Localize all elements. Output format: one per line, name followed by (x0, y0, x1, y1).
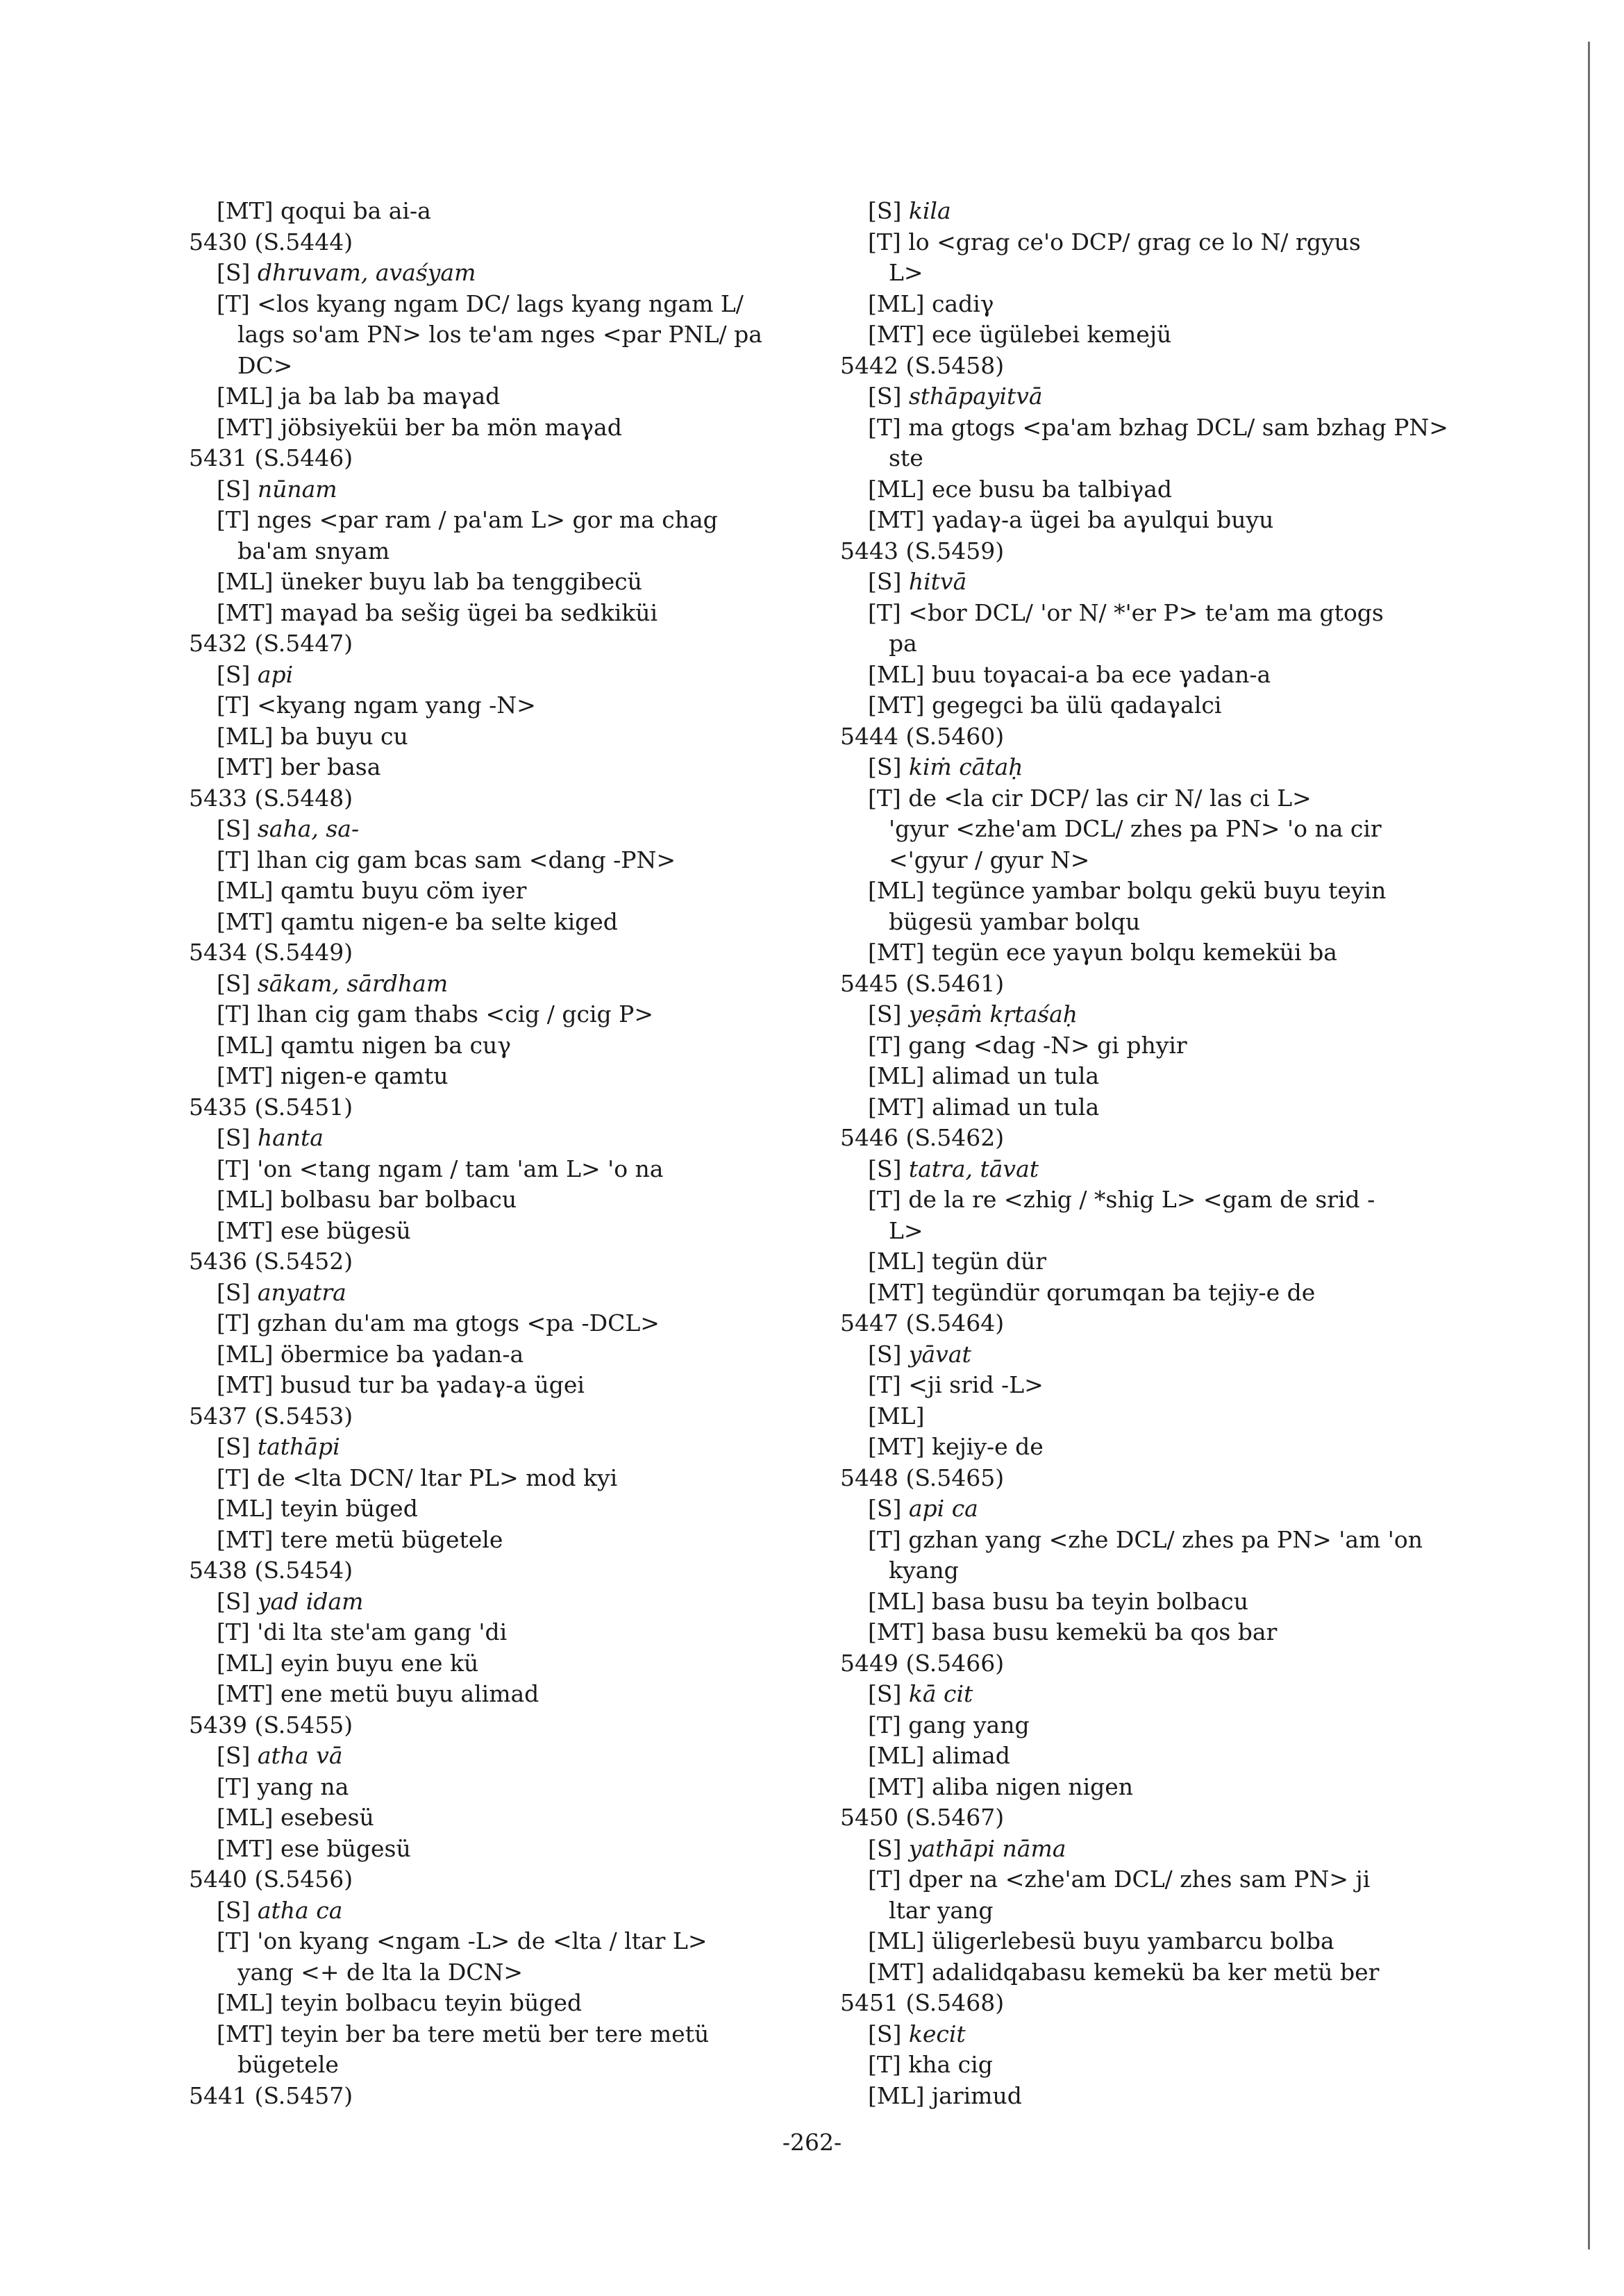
field-s (189, 969, 835, 1000)
sanskrit-term: saha, sa- (257, 815, 360, 842)
field-ml: [ML] ba buyu cu (217, 722, 408, 750)
field-mt: [MT] qamtu nigen-e ba selte kiged (217, 907, 618, 935)
field-ml: [ML] ece busu ba talbiγad (868, 475, 1173, 503)
left-column (189, 196, 835, 2111)
sanskrit-term: tatra, tāvat (908, 1155, 1039, 1182)
sanskrit-term: kila (908, 197, 951, 224)
field-mt: [MT] nigen-e qamtu (217, 1062, 449, 1089)
field-s (189, 1741, 835, 1772)
continuation-line: L> (889, 1216, 923, 1244)
entry-number: 5442 (S.5458) (840, 351, 1005, 379)
field-ml: [ML] alimad un tula (868, 1062, 1100, 1089)
entry-number: 5441 (S.5457) (189, 2081, 353, 2109)
field-tag: [S] (868, 197, 909, 224)
sanskrit-term: api (257, 660, 294, 688)
field-t: [T] gang yang (868, 1711, 1030, 1738)
field-mt: [MT] jöbsiyeküi ber ba mön maγad (217, 413, 622, 441)
field-t: [T] gzhan du'am ma gtogs <pa -DCL> (217, 1309, 660, 1336)
field-mt: [MT] busud tur ba γadaγ-a ügei (217, 1371, 585, 1398)
entry-number: 5432 (S.5447) (189, 630, 353, 657)
field-s (840, 1493, 1486, 1525)
field-t: [T] kha cig (868, 2051, 993, 2078)
entry-number: 5450 (S.5467) (840, 1804, 1005, 1831)
field-mt: [MT] kejiy-e de (868, 1433, 1044, 1460)
entry-number: 5438 (S.5454) (189, 1557, 353, 1584)
sanskrit-term: dhruvam, avaśyam (257, 259, 476, 286)
entry-number: 5448 (S.5465) (840, 1464, 1005, 1491)
sanskrit-term: kā cit (908, 1680, 973, 1707)
continuation-line: DC> (237, 351, 293, 379)
field-s (189, 1277, 835, 1309)
field-tag: [S] (868, 2020, 909, 2047)
field-t: [T] gzhan yang <zhe DCL/ zhes pa PN> 'am 'on (868, 1525, 1423, 1553)
field-s (840, 1834, 1486, 1865)
field-mt: [MT] tegündür qorumqan ba tejiy-e de (868, 1278, 1316, 1306)
field-s (840, 1679, 1486, 1710)
field-mt: [MT] aliba nigen nigen (868, 1773, 1134, 1800)
field-s (840, 381, 1486, 412)
sanskrit-term: atha vā (257, 1742, 343, 1769)
field-t: [T] de <lta DCN/ ltar PL> mod kyi (217, 1464, 618, 1491)
entry-number: 5451 (S.5468) (840, 1989, 1005, 2016)
page-number: -262- (782, 2129, 842, 2156)
field-tag: [S] (868, 568, 909, 595)
sanskrit-term: nūnam (257, 475, 337, 503)
field-ml: [ML] buu toγacai-a ba ece γadan-a (868, 660, 1271, 688)
sanskrit-term: yad idam (257, 1587, 364, 1615)
continuation-line: ltar yang (889, 1896, 994, 1924)
entry-number: 5444 (S.5460) (840, 722, 1005, 750)
field-tag: [S] (217, 1433, 258, 1460)
field-t: [T] gang <dag -N> gi phyir (868, 1031, 1187, 1059)
field-s (189, 1586, 835, 1618)
field-tag: [S] (217, 1587, 258, 1615)
field-ml: [ML] qamtu buyu cöm iyer (217, 877, 527, 904)
sanskrit-term: yeṣāṁ kṛtaśaḥ (908, 1000, 1078, 1028)
field-tag: [S] (868, 1340, 909, 1368)
field-ml: [ML] esebesü (217, 1804, 374, 1831)
entry-number: 5433 (S.5448) (189, 784, 353, 812)
sanskrit-term: kiṁ cātaḥ (908, 753, 1023, 780)
entry-number: 5434 (S.5449) (189, 939, 353, 966)
field-tag: [S] (217, 969, 258, 997)
continuation-line: 'gyur <zhe'am DCL/ zhes pa PN> 'o na cir (889, 815, 1382, 842)
field-mt: [MT] adalidqabasu kemekü ba ker metü ber (868, 1958, 1380, 1986)
scan-edge-rule (1588, 42, 1590, 2249)
field-t: [T] 'on kyang <ngam -L> de <lta / ltar L> (217, 1927, 708, 1954)
field-tag: [S] (868, 753, 909, 780)
field-tag: [S] (217, 1124, 258, 1151)
field-ml: [ML] tegün dür (868, 1248, 1047, 1275)
continuation-line: <'gyur / gyur N> (889, 846, 1090, 873)
continuation-line: ste (889, 444, 923, 471)
sanskrit-term: tathāpi (257, 1433, 340, 1460)
field-s (840, 1154, 1486, 1185)
field-mt: [MT] tere metü bügetele (217, 1525, 503, 1553)
field-mt: [MT] ese bügesü (217, 1216, 411, 1244)
field-t: [T] 'on <tang ngam / tam 'am L> 'o na (217, 1155, 664, 1182)
field-mt: [MT] tegün ece yaγun bolqu kemeküi ba (868, 939, 1337, 966)
field-t: [T] de la re <zhig / *shig L> <gam de srid - (868, 1186, 1375, 1213)
field-t: [T] <kyang ngam yang -N> (217, 692, 536, 719)
field-t: [T] nges <par ram / pa'am L> gor ma chag (217, 506, 718, 533)
field-s (189, 1895, 835, 1927)
entry-number: 5436 (S.5452) (189, 1248, 353, 1275)
field-ml: [ML] alimad (868, 1742, 1010, 1769)
field-mt: [MT] ece ügülebei kemejü (868, 321, 1172, 348)
field-ml: [ML] ja ba lab ba maγad (217, 383, 501, 410)
field-s (840, 752, 1486, 783)
field-ml: [ML] üneker buyu lab ba tenggibecü (217, 568, 642, 595)
field-mt: [MT] ene metü buyu alimad (217, 1680, 539, 1707)
entry-number: 5447 (S.5464) (840, 1309, 1005, 1336)
field-mt: [MT] maγad ba sešig ügei ba sedkiküi (217, 598, 658, 626)
field-ml: [ML] bolbasu bar bolbacu (217, 1186, 517, 1213)
continuation-line: bügesü yambar bolqu (889, 907, 1141, 935)
continuation-line: lags so'am PN> los te'am nges <par PNL/ pa (237, 321, 762, 348)
field-t: [T] yang na (217, 1773, 349, 1800)
entry-number: 5443 (S.5459) (840, 537, 1005, 564)
field-s (840, 2019, 1486, 2050)
field-t: [T] <ji srid -L> (868, 1371, 1044, 1398)
entry-number: 5445 (S.5461) (840, 969, 1005, 997)
field-mt: [MT] qoqui ba ai-a (217, 197, 431, 224)
entry-number: 5439 (S.5455) (189, 1711, 353, 1738)
field-mt: [MT] alimad un tula (868, 1093, 1100, 1121)
sanskrit-term: yāvat (908, 1340, 971, 1368)
field-mt: [MT] ber basa (217, 753, 381, 780)
field-mt: [MT] basa busu kemekü ba qos bar (868, 1618, 1278, 1645)
field-mt: [MT] gegegci ba ülü qadaγalci (868, 692, 1222, 719)
field-tag: [S] (868, 1000, 909, 1028)
field-tag: [S] (868, 1680, 909, 1707)
field-ml: [ML] üligerlebesü buyu yambarcu bolba (868, 1927, 1334, 1954)
continuation-line: yang <+ de lta la DCN> (237, 1958, 524, 1986)
continuation-line: kyang (889, 1557, 959, 1584)
sanskrit-term: atha ca (257, 1896, 343, 1924)
entry-number: 5437 (S.5453) (189, 1402, 353, 1430)
field-ml: [ML] basa busu ba teyin bolbacu (868, 1587, 1248, 1615)
entry-number: 5440 (S.5456) (189, 1866, 353, 1893)
continuation-line: pa (889, 630, 917, 657)
sanskrit-term: yathāpi nāma (908, 1834, 1066, 1862)
field-t: [T] <los kyang ngam DC/ lags kyang ngam L/ (217, 290, 744, 317)
field-ml: [ML] eyin buyu ene kü (217, 1649, 479, 1677)
field-mt: [MT] ese bügesü (217, 1834, 411, 1862)
entry-number: 5430 (S.5444) (189, 228, 353, 255)
entry-number: 5446 (S.5462) (840, 1124, 1005, 1151)
entry-number: 5449 (S.5466) (840, 1649, 1005, 1677)
field-tag: [S] (217, 815, 258, 842)
sanskrit-term: hitvā (908, 568, 967, 595)
field-t: [T] 'di lta ste'am gang 'di (217, 1618, 508, 1645)
field-t: [T] lhan cig gam thabs <cig / gcig P> (217, 1000, 653, 1028)
entry-number: 5435 (S.5451) (189, 1093, 353, 1121)
field-ml: [ML] (868, 1402, 925, 1430)
field-t: [T] ma gtogs <pa'am bzhag DCL/ sam bzhag PN> (868, 413, 1448, 441)
continuation-line: L> (889, 259, 923, 286)
field-ml: [ML] cadiγ (868, 290, 994, 317)
field-tag: [S] (217, 259, 258, 286)
field-s (189, 258, 835, 289)
sanskrit-term: anyatra (257, 1278, 346, 1306)
field-tag: [S] (217, 1742, 258, 1769)
field-s (189, 474, 835, 505)
field-s (189, 1432, 835, 1463)
sanskrit-term: sthāpayitvā (908, 383, 1043, 410)
field-s (189, 1123, 835, 1154)
continuation-line: ba'am snyam (237, 537, 390, 564)
field-ml: [ML] qamtu nigen ba cuγ (217, 1031, 511, 1059)
sanskrit-term: api ca (908, 1495, 978, 1522)
field-t: [T] lo <grag ce'o DCP/ grag ce lo N/ rgyus (868, 228, 1361, 255)
field-t: [T] lhan cig gam bcas sam <dang -PN> (217, 846, 676, 873)
continuation-line: bügetele (237, 2051, 339, 2078)
field-mt: [MT] γadaγ-a ügei ba aγulqui buyu (868, 506, 1274, 533)
entry-number: 5431 (S.5446) (189, 444, 353, 471)
field-s (840, 999, 1486, 1030)
field-tag: [S] (217, 660, 258, 688)
field-s (189, 660, 835, 691)
sanskrit-term: hanta (257, 1124, 324, 1151)
field-tag: [S] (868, 1155, 909, 1182)
field-tag: [S] (217, 1278, 258, 1306)
sanskrit-term: kecit (908, 2020, 966, 2047)
field-s (189, 814, 835, 845)
field-ml: [ML] teyin büged (217, 1495, 418, 1522)
right-column (840, 196, 1486, 2111)
field-s (840, 567, 1486, 598)
field-ml: [ML] tegünce yambar bolqu gekü buyu teyin (868, 877, 1387, 904)
field-t: [T] <bor DCL/ 'or N/ *'er P> te'am ma gtogs (868, 598, 1384, 626)
field-s (840, 1339, 1486, 1371)
field-ml: [ML] jarimud (868, 2081, 1022, 2109)
field-tag: [S] (868, 1495, 909, 1522)
field-ml: [ML] teyin bolbacu teyin büged (217, 1989, 583, 2016)
field-t: [T] de <la cir DCP/ las cir N/ las ci L> (868, 784, 1312, 812)
field-mt: [MT] teyin ber ba tere metü ber tere metü (217, 2020, 710, 2047)
field-tag: [S] (217, 475, 258, 503)
field-t: [T] dper na <zhe'am DCL/ zhes sam PN> ji (868, 1866, 1371, 1893)
field-s (840, 196, 1486, 227)
sanskrit-term: sākam, sārdham (257, 969, 449, 997)
field-ml: [ML] öbermice ba γadan-a (217, 1340, 524, 1368)
field-tag: [S] (868, 1834, 909, 1862)
field-tag: [S] (217, 1896, 258, 1924)
field-tag: [S] (868, 383, 909, 410)
